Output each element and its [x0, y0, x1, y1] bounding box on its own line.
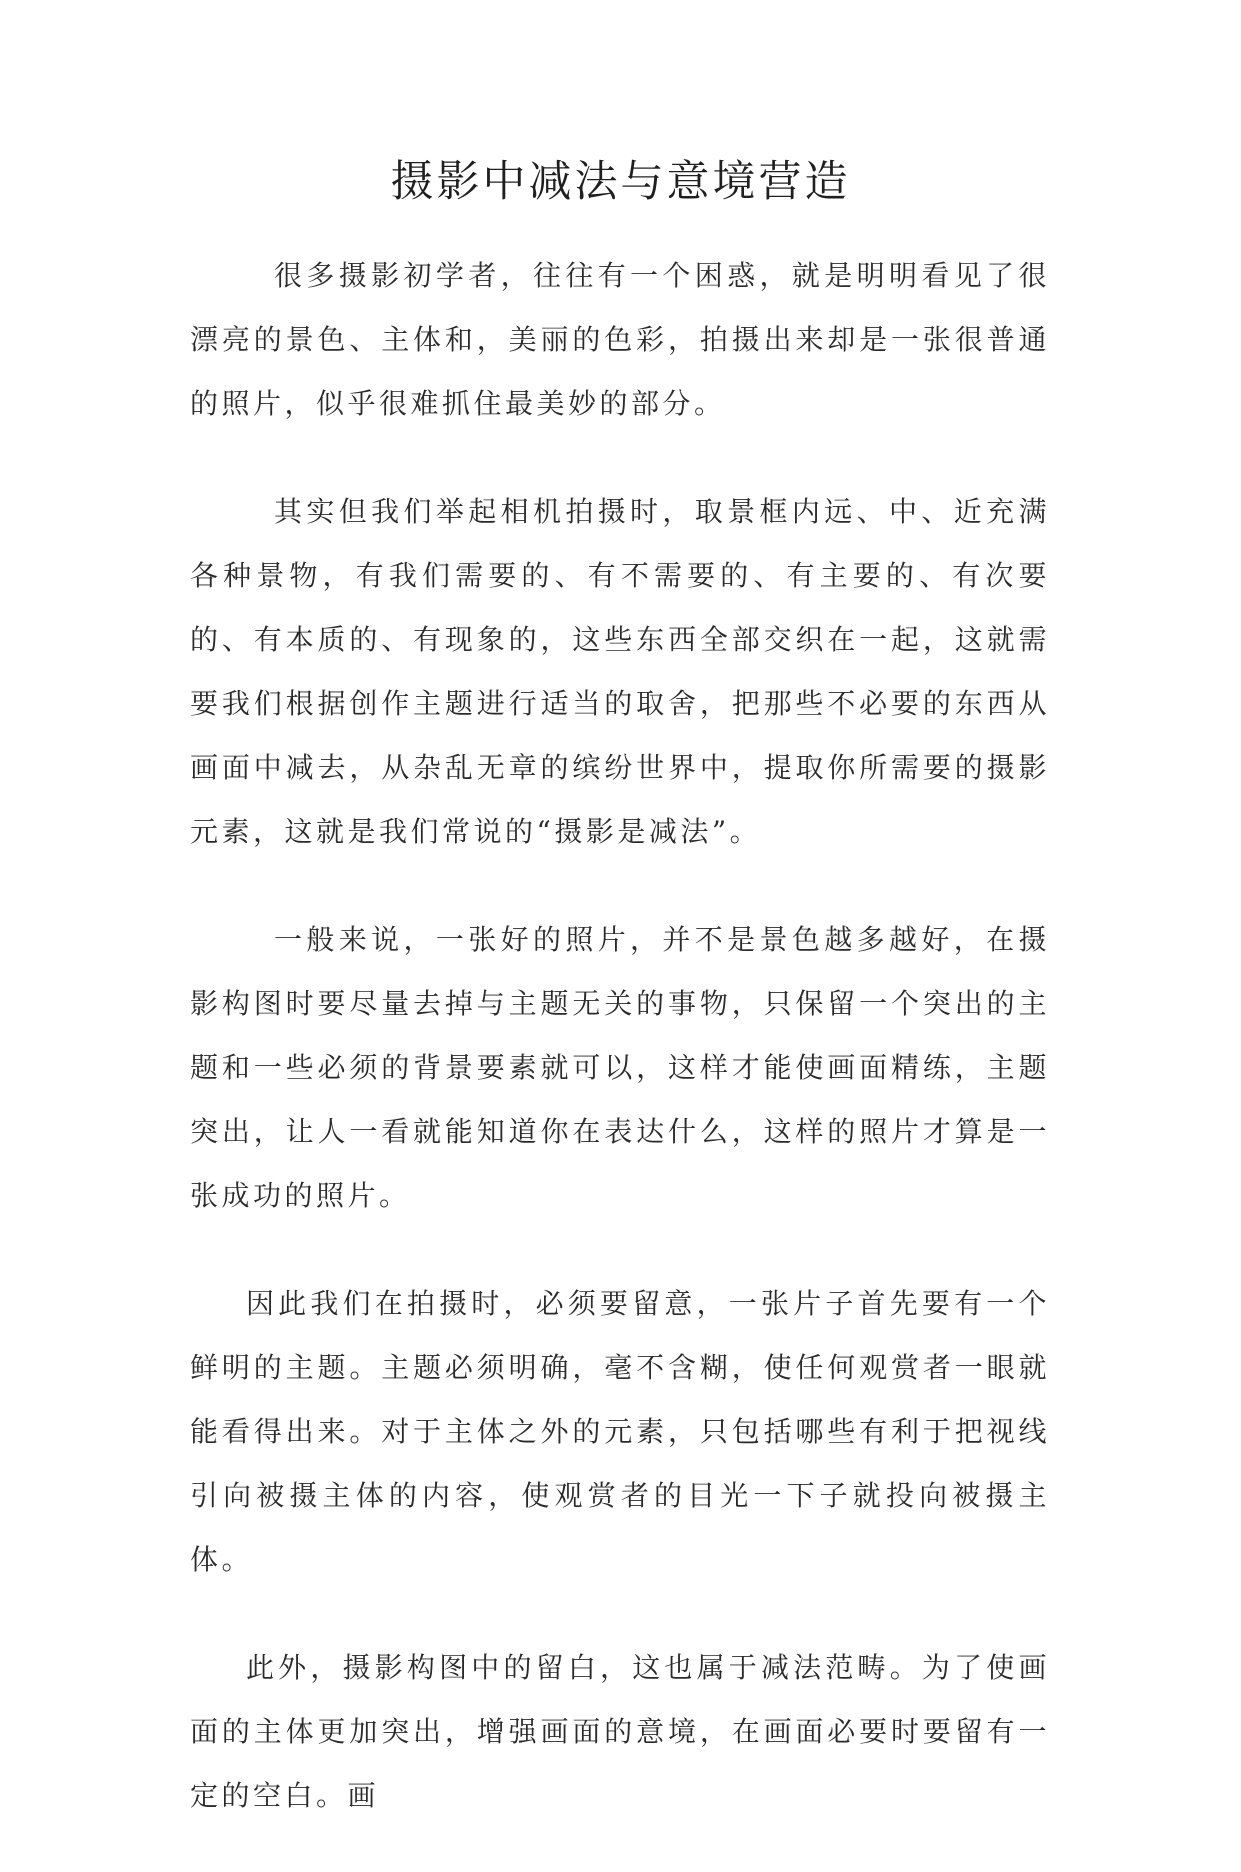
- paragraph-2: 其实但我们举起相机拍摄时，取景框内远、中、近充满各种景物，有我们需要的、有不需要的、有主要的、有次要的、有本质的、有现象的，这些东西全部交织在一起，这就需要我们根据创作主题进行适当的取舍，把那些不必要的东西从画面中减去，从杂乱无章的缤纷世界中，提取你所需要的摄影元素，这就是我们常说的“摄影是减法”。: [190, 495, 1050, 848]
- paragraph-4: 因此我们在拍摄时，必须要留意，一张片子首先要有一个鲜明的主题。主题必须明确，毫不含糊，使任何观赏者一眼就能看得出来。对于主体之外的元素，只包括哪些有利于把视线引向被摄主体的内容，使观赏者的目光一下子就投向被摄主体。: [190, 1287, 1050, 1576]
- paragraph-5: 此外，摄影构图中的留白，这也属于减法范畴。为了使画面的主体更加突出，增强画面的意境，在画面必要时要留有一定的空白。画: [190, 1651, 1050, 1812]
- paragraph-3: 一般来说，一张好的照片，并不是景色越多越好，在摄影构图时要尽量去掉与主题无关的事物，只保留一个突出的主题和一些必须的背景要素就可以，这样才能使画面精练，主题突出，让人一看就能知道你在表达什么，这样的照片才算是一张成功的照片。: [190, 923, 1050, 1212]
- document-title: 摄影中减法与意境营造: [390, 157, 851, 207]
- paragraph-1: 很多摄影初学者，往往有一个困惑，就是明明看见了很漂亮的景色、主体和，美丽的色彩，拍摄出来却是一张很普通的照片，似乎很难抓住最美妙的部分。: [190, 259, 1050, 420]
- document-body: [190, 244, 1050, 1872]
